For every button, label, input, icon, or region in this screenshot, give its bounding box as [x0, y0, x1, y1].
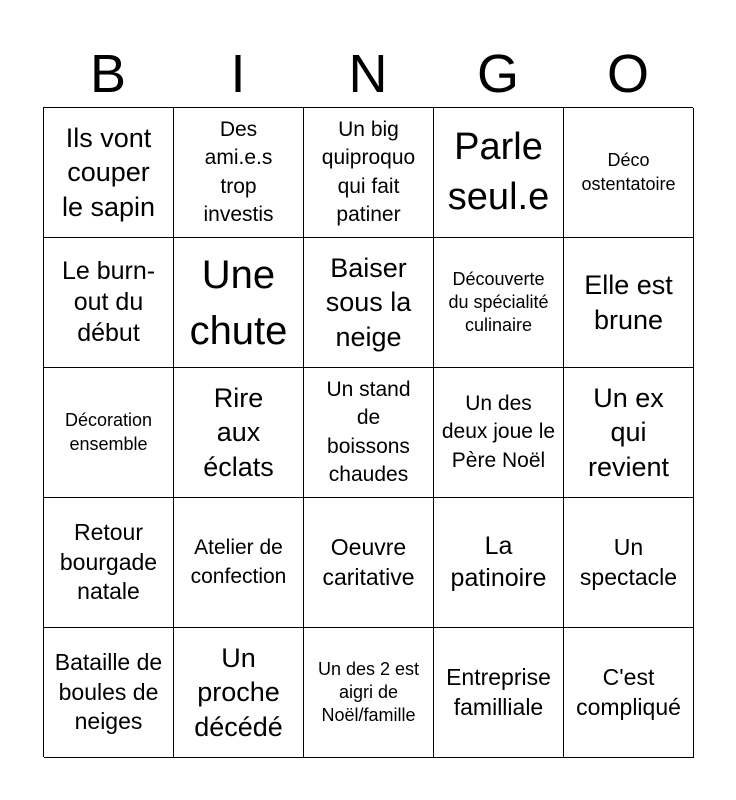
bingo-cell[interactable]: [304, 368, 434, 498]
cell-text: Un proche décédé: [194, 642, 283, 742]
bingo-cell[interactable]: [434, 368, 564, 498]
bingo-cell[interactable]: [564, 238, 694, 368]
cell-text: Un des deux joue le Père Noël: [441, 391, 556, 472]
cell-text: Le burn-out du début: [61, 256, 156, 348]
cell-text: Des ami.e.s trop investis: [203, 117, 274, 226]
cell-text: Entreprise familliale: [446, 663, 551, 720]
cell-text: Un stand de boissons chaudes: [326, 377, 411, 486]
cell-text: Parle seul.e: [447, 126, 550, 218]
cell-text: C'est compliqué: [576, 663, 681, 720]
bingo-cell[interactable]: [174, 108, 304, 238]
bingo-cell[interactable]: [44, 368, 174, 498]
cell-text: Baiser sous la neige: [325, 252, 412, 352]
cell-text: Bataille de boules de neiges: [54, 648, 163, 735]
bingo-cell[interactable]: [174, 498, 304, 628]
bingo-cell[interactable]: [174, 238, 304, 368]
cell-text: Oeuvre caritative: [322, 533, 415, 590]
bingo-cell[interactable]: [434, 628, 564, 758]
bingo-cell[interactable]: [44, 628, 174, 758]
bingo-cell[interactable]: [174, 628, 304, 758]
header-letter-b: B: [89, 44, 127, 104]
cell-text: Une chute: [189, 252, 288, 353]
bingo-cell[interactable]: [434, 238, 564, 368]
cell-text: Un spectacle: [579, 533, 678, 590]
cell-text: Rire aux éclats: [203, 382, 274, 482]
cell-text: Décoration ensemble: [64, 410, 153, 454]
cell-text: Un des 2 est aigri de Noël/famille: [317, 658, 420, 726]
bingo-cell[interactable]: [564, 368, 694, 498]
bingo-cell[interactable]: [564, 108, 694, 238]
cell-text: Atelier de confection: [190, 536, 287, 588]
header-letter-o: O: [606, 44, 649, 104]
bingo-cell[interactable]: [174, 368, 304, 498]
cell-text: Découverte du spécialité culinaire: [448, 268, 549, 336]
bingo-cell[interactable]: [304, 628, 434, 758]
bingo-cell[interactable]: [434, 498, 564, 628]
bingo-cell[interactable]: [304, 498, 434, 628]
cell-text: Déco ostentatoire: [581, 150, 676, 194]
header-letter-n: N: [348, 44, 388, 104]
cell-text: Un big quiproquo qui fait patiner: [321, 117, 416, 226]
bingo-cell[interactable]: [44, 498, 174, 628]
cell-text: La patinoire: [450, 532, 547, 592]
bingo-cell[interactable]: [44, 108, 174, 238]
cell-text: Retour bourgade natale: [59, 518, 158, 605]
bingo-header: [43, 40, 693, 108]
header-letter-i: I: [230, 44, 246, 104]
bingo-cell[interactable]: [304, 238, 434, 368]
cell-text: Elle est brune: [584, 269, 673, 335]
bingo-cell[interactable]: [564, 628, 694, 758]
cell-text: Ils vont couper le sapin: [61, 122, 156, 222]
bingo-cell[interactable]: [44, 238, 174, 368]
cell-text: Un ex qui revient: [587, 382, 670, 482]
bingo-cell[interactable]: [564, 498, 694, 628]
header-letter-g: G: [476, 44, 519, 104]
bingo-cell[interactable]: [304, 108, 434, 238]
bingo-board: [43, 107, 693, 757]
bingo-cell[interactable]: [434, 108, 564, 238]
